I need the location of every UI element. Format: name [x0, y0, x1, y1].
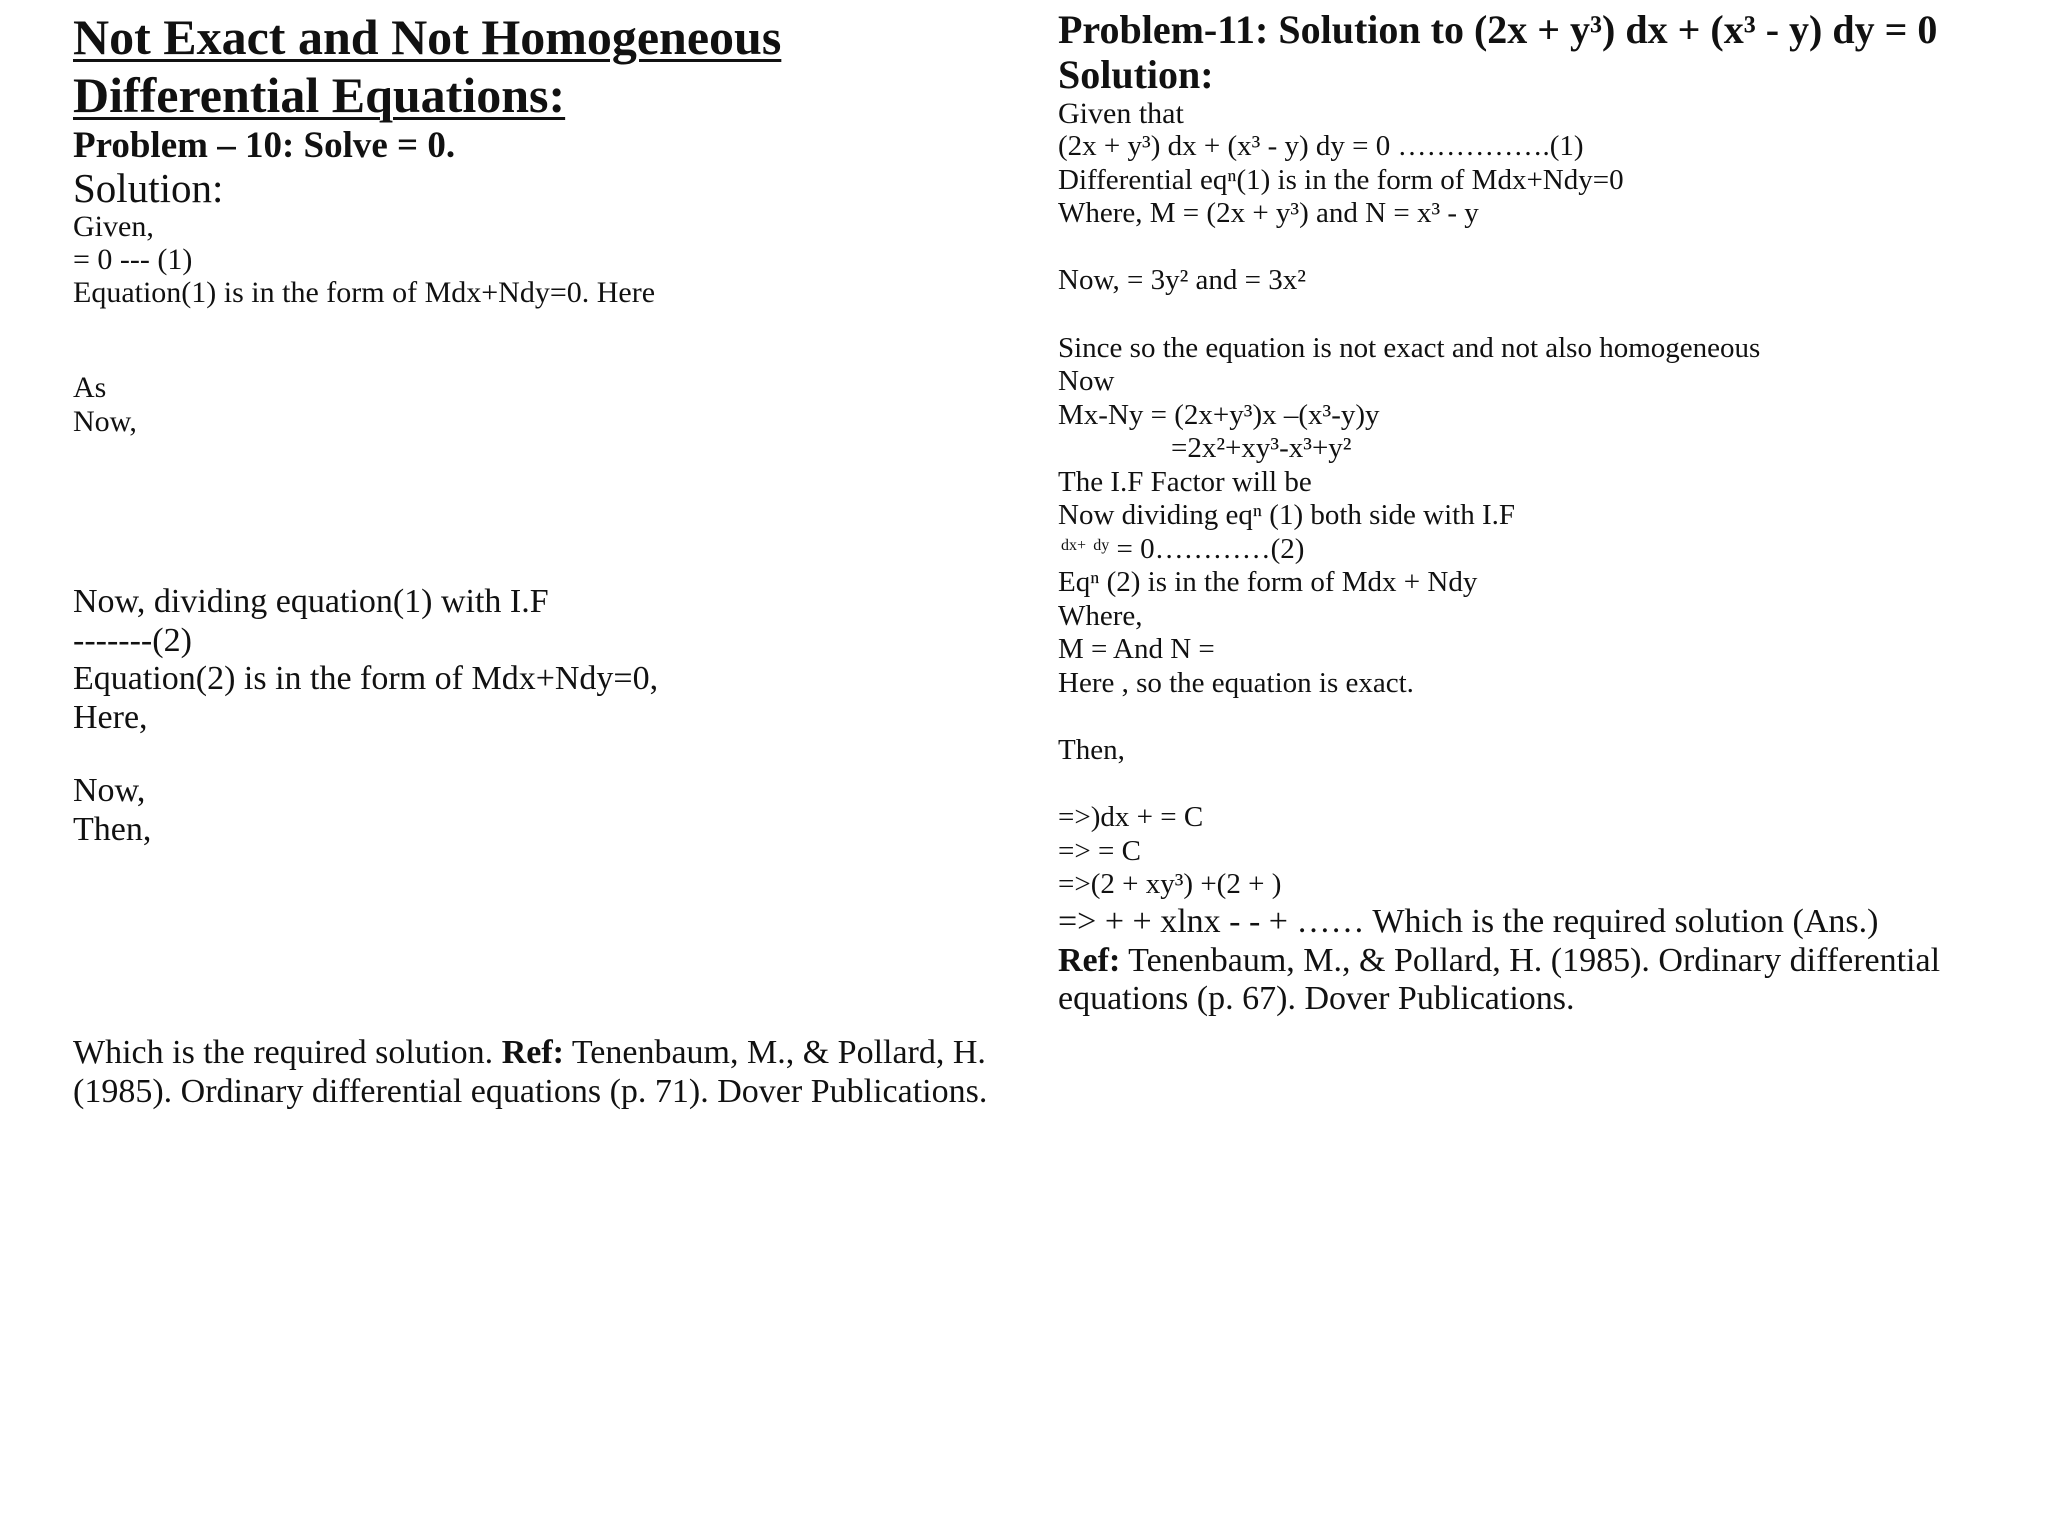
dividing-statement: Now, dividing equation(1) with I.F — [73, 583, 549, 620]
problem-11-heading: Problem-11: Solution to (2x + y³) dx + (x³ - y) dy = 0 — [1058, 7, 1938, 52]
step-2: => = C — [1058, 835, 1141, 867]
mx-ny-line-1: Mx-Ny = (2x+y³)x –(x³-y)y — [1058, 399, 1380, 431]
conclusion-text: Which is the required solution. — [73, 1034, 502, 1071]
form-statement: Equation(1) is in the form of Mdx+Ndy=0. Here — [73, 276, 656, 309]
solution-heading: Solution: — [1058, 52, 1214, 97]
form-statement-2: Equation(2) is in the form of Mdx+Ndy=0, — [73, 660, 659, 697]
then-label: Then, — [73, 811, 152, 848]
step-3: =>(2 + xy³) +(2 + ) — [1058, 868, 1282, 900]
now-label: Now — [1058, 365, 1115, 397]
here-label: Here, — [73, 699, 148, 736]
page-title-line-2: Differential Equations: — [73, 67, 566, 123]
equation-2-dx-term: dx+ — [1061, 537, 1087, 554]
step-1: =>)dx + = C — [1058, 801, 1204, 833]
equation-2-rhs: = 0…………(2) — [1109, 533, 1305, 565]
equation-1: = 0 --- (1) — [73, 243, 193, 276]
form-statement: Differential eqⁿ(1) is in the form of Mdx+Ndy=0 — [1058, 164, 1624, 196]
exact-statement: Here , so the equation is exact. — [1058, 667, 1414, 699]
mx-ny-line-2: =2x²+xy³-x³+y² — [1171, 432, 1352, 464]
ref-label: Ref: — [501, 1034, 564, 1071]
integrating-factor-label: The I.F Factor will be — [1058, 466, 1312, 498]
problem-10-heading: Problem – 10: Solve = 0. — [73, 125, 456, 166]
where-statement: Where, M = (2x + y³) and N = x³ - y — [1058, 197, 1479, 229]
conclusion-line-1 — [73, 1036, 986, 1070]
reference-text: Tenenbaum, M., & Pollard, H. — [563, 1034, 986, 1071]
as-label: As — [73, 371, 107, 404]
form-statement-2: Eqⁿ (2) is in the form of Mdx + Ndy — [1058, 566, 1478, 598]
given-label: Given, — [73, 210, 154, 243]
reference-text: Tenenbaum, M., & Pollard, H. (1985). Ordinary differential — [1120, 942, 1941, 979]
given-label: Given that — [1058, 97, 1184, 130]
reference-line-1 — [1058, 944, 1940, 978]
equation-1: (2x + y³) dx + (x³ - y) dy = 0 …………….(1) — [1058, 130, 1584, 162]
reference-line-2: equations (p. 67). Dover Publications. — [1058, 980, 1575, 1017]
equation-2-dy-term: dy — [1093, 537, 1110, 554]
since-statement: Since so the equation is not exact and not also homogeneous — [1058, 332, 1761, 364]
now-label: Now, — [73, 405, 137, 438]
now-label-2: Now, — [73, 772, 146, 809]
equation-2: -------(2) — [73, 622, 192, 659]
where-label: Where, — [1058, 600, 1143, 632]
page-title-line-1: Not Exact and Not Homogeneous — [73, 9, 782, 65]
then-label: Then, — [1058, 734, 1125, 766]
conclusion-line-2: (1985). Ordinary differential equations (p. 71). Dover Publications. — [73, 1073, 988, 1110]
dividing-statement: Now dividing eqⁿ (1) both side with I.F — [1058, 499, 1515, 531]
equation-2 — [1061, 535, 1304, 564]
step-4-final-solution: => + + xlnx - - + …… Which is the required solution (Ans.) — [1058, 903, 1879, 940]
ref-label: Ref: — [1058, 942, 1121, 979]
solution-label: Solution: — [73, 165, 224, 211]
m-n-definition: M = And N = — [1058, 633, 1215, 665]
partial-derivatives: Now, = 3y² and = 3x² — [1058, 264, 1306, 296]
